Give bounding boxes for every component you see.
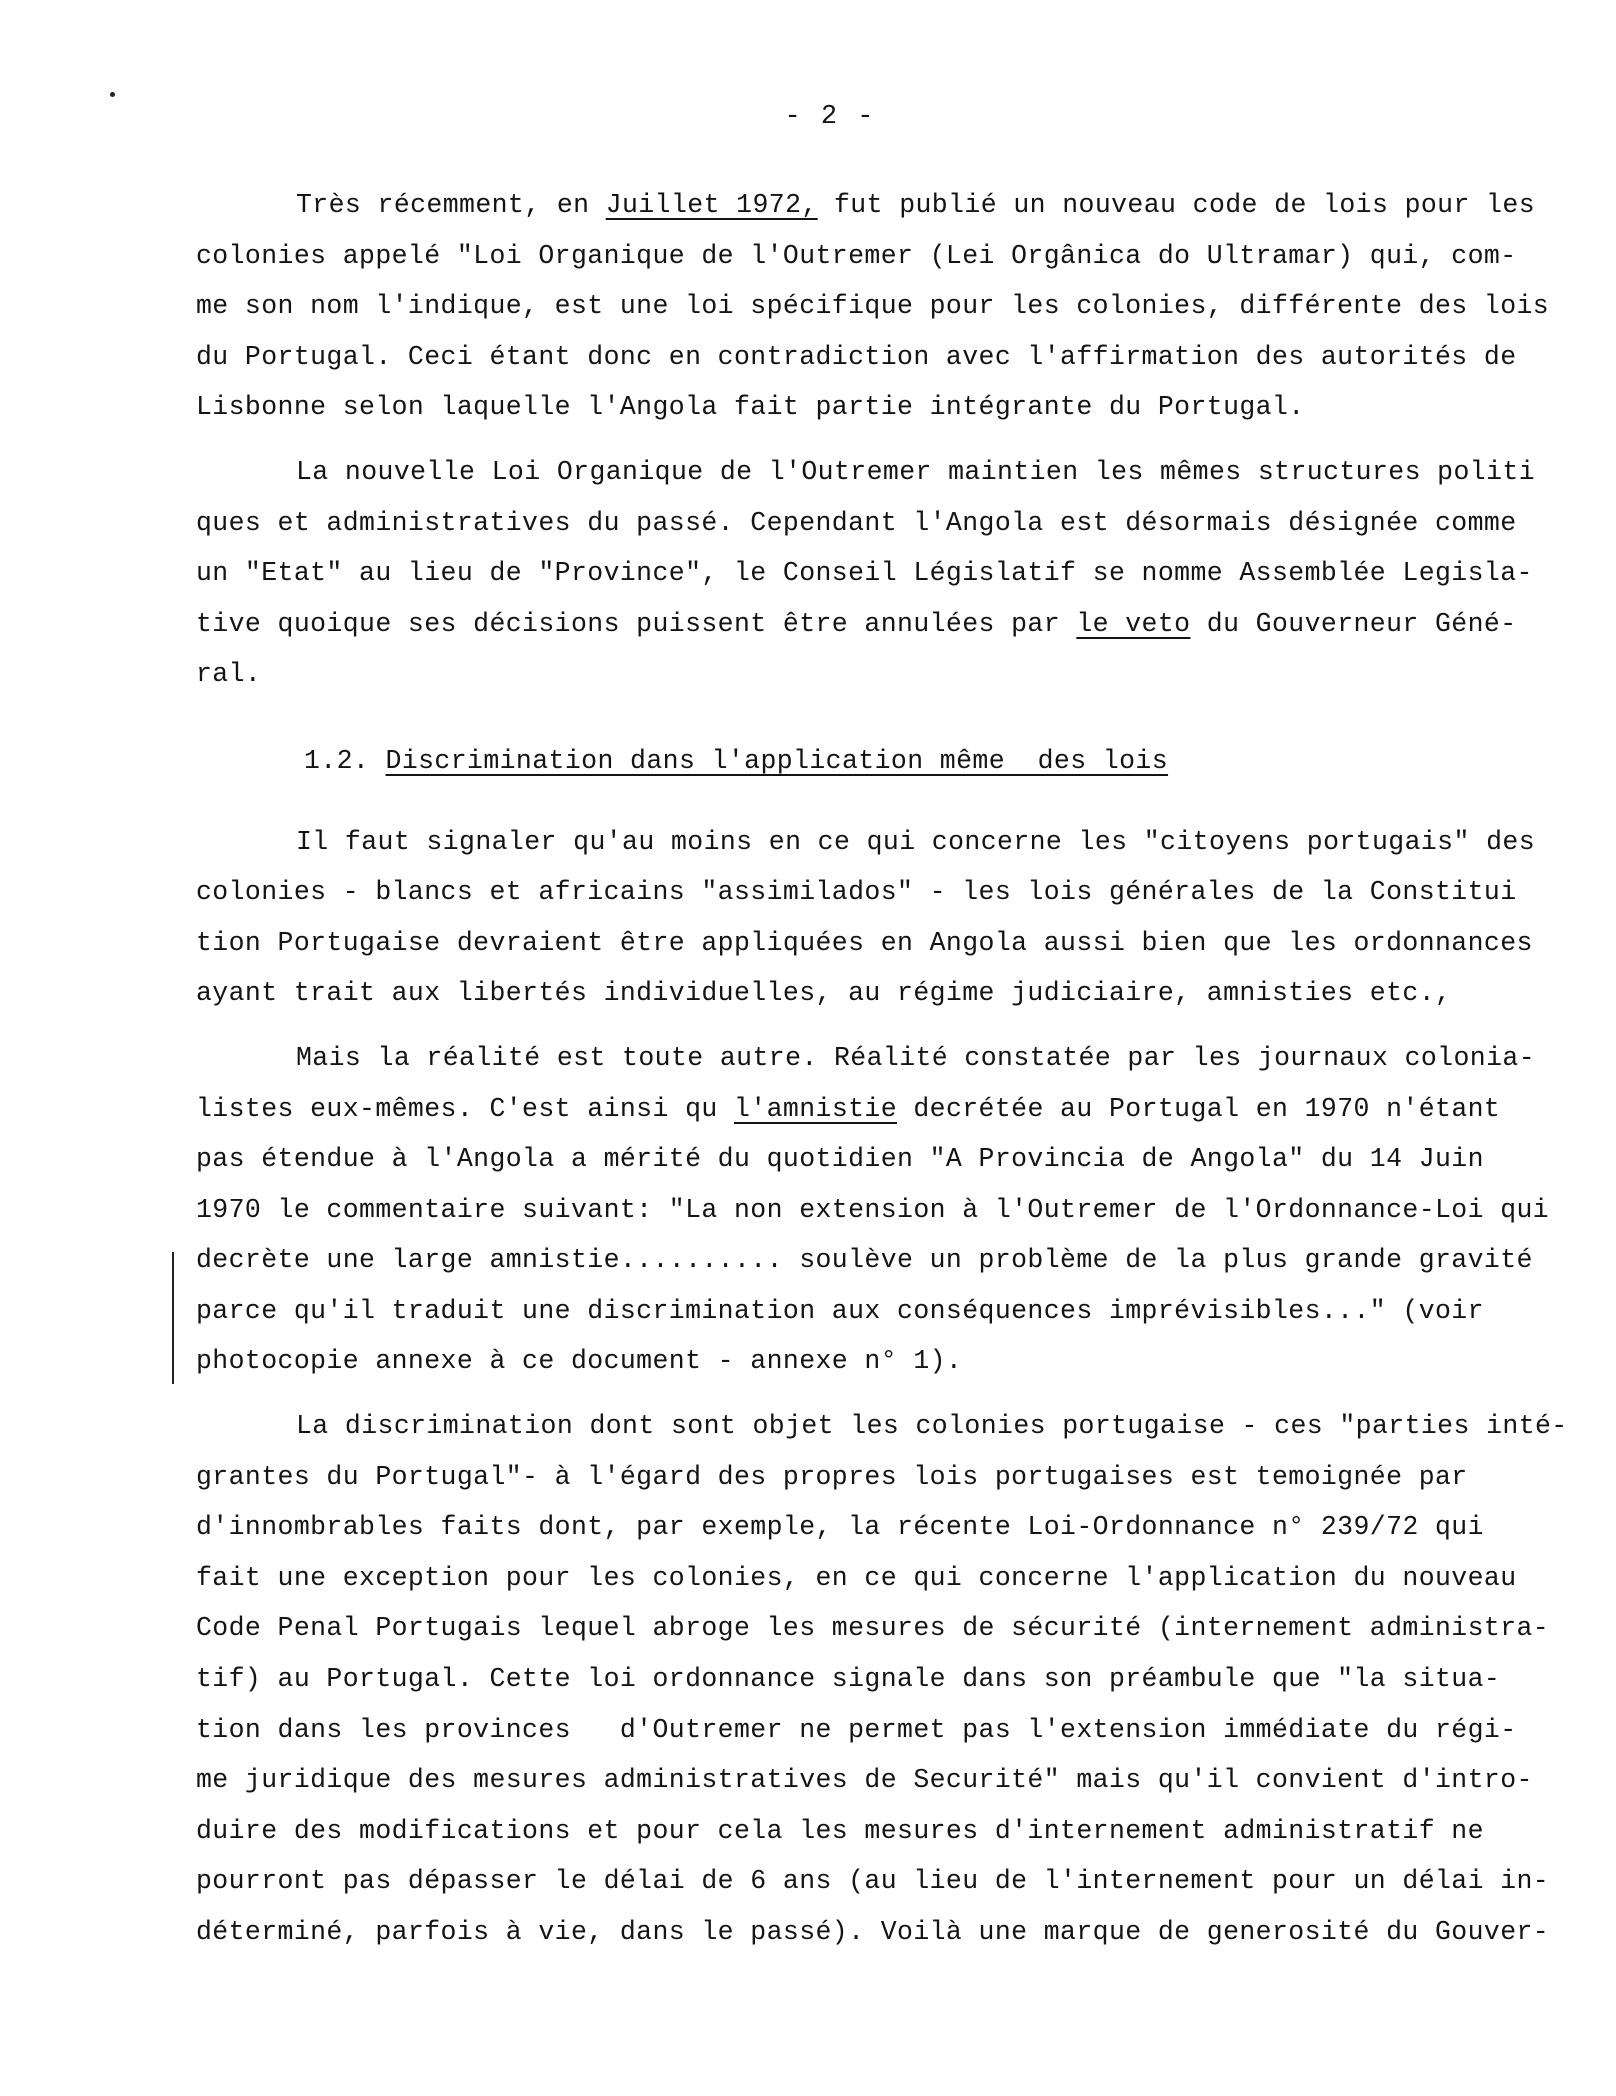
text-line: d'innombrables faits dont, par exemple, la récente Loi-Ordonnance n° 239/72 qui [196, 1512, 1484, 1543]
text-line: Code Penal Portugais lequel abroge les mesures de sécurité (internement administra- [196, 1613, 1550, 1644]
paragraph-citoyens-portugais [196, 817, 1586, 1019]
text-line: duire des modifications et pour cela les mesures d'internement administratif ne [196, 1815, 1484, 1846]
text-line: tion Portugaise devraient être appliquées en Angola aussi bien que les ordonnances [196, 927, 1533, 958]
section-number: 1.2. [304, 745, 386, 776]
text-line: Mais la réalité est toute autre. Réalité constatée par les journaux colonia- [296, 1042, 1535, 1073]
text-line: colonies - blancs et africains "assimilados" - les lois générales de la Constitui [196, 877, 1517, 908]
body-text [196, 180, 1586, 1972]
text-line: tive quoique ses décisions puissent être annulées par le veto du Gouverneur Géné- [196, 608, 1517, 639]
scan-speck [110, 92, 115, 97]
paragraph-nouvelle-loi [196, 447, 1586, 700]
text-line: un "Etat" au lieu de "Province", le Conseil Législatif se nomme Assemblée Legisla- [196, 558, 1533, 589]
text-line: me son nom l'indique, est une loi spécifique pour les colonies, différente des lois [196, 291, 1550, 322]
text-line: tif) au Portugal. Cette loi ordonnance signale dans son préambule que "la situa- [196, 1664, 1501, 1695]
text-line: parce qu'il traduit une discrimination aux conséquences imprévisibles..." (voir [196, 1295, 1484, 1326]
text-line: ayant trait aux libertés individuelles, au régime judiciaire, amnisties etc., [196, 978, 1452, 1009]
section-heading [196, 736, 1586, 787]
text-line: Il faut signaler qu'au moins en ce qui concerne les "citoyens portugais" des [296, 826, 1535, 857]
text-line: listes eux-mêmes. C'est ainsi qu l'amnistie decrétée au Portugal en 1970 n'étant [196, 1093, 1501, 1124]
text-line: 1970 le commentaire suivant: "La non extension à l'Outremer de l'Ordonnance-Loi qui [196, 1194, 1550, 1225]
text-line: grantes du Portugal"- à l'égard des propres lois portugaises est temoignée par [196, 1461, 1468, 1492]
underlined-date: Juillet 1972, [605, 190, 818, 220]
text-line: me juridique des mesures administratives de Securité" mais qu'il convient d'intro- [196, 1765, 1533, 1796]
text-line: Lisbonne selon laquelle l'Angola fait partie intégrante du Portugal. [196, 392, 1305, 423]
section-title: Discrimination dans l'application même des lois [385, 745, 1169, 776]
text-line: decrète une large amnistie.......... soulève un problème de la plus grande gravité [196, 1245, 1533, 1276]
text-line: La discrimination dont sont objet les colonies portugaise - ces "parties inté- [296, 1411, 1568, 1442]
text-line: La nouvelle Loi Organique de l'Outremer maintien les mêmes structures politi [296, 456, 1535, 487]
page-number: - 2 - [784, 102, 876, 132]
text-line: du Portugal. Ceci étant donc en contradiction avec l'affirmation des autorités de [196, 341, 1517, 372]
margin-bracket-mark [172, 1252, 182, 1384]
text-line: tion dans les provinces d'Outremer ne permet pas l'extension immédiate du régi- [196, 1714, 1517, 1745]
text-line: photocopie annexe à ce document - annexe n° 1). [196, 1346, 963, 1377]
underlined-amnistie: l'amnistie [734, 1093, 898, 1124]
text-line: pas étendue à l'Angola a mérité du quotidien "A Provincia de Angola" du 14 Juin [196, 1144, 1484, 1175]
text-line: pourront pas dépasser le délai de 6 ans (au lieu de l'internement pour un délai in- [196, 1866, 1550, 1897]
text-line: colonies appelé "Loi Organique de l'Outremer (Lei Orgânica do Ultramar) qui, com- [196, 240, 1517, 271]
paragraph-discrimination-colonies [196, 1401, 1586, 1958]
text-line: Très récemment, en Juillet 1972, fut publié un nouveau code de lois pour les [296, 190, 1536, 220]
paragraph-amnistie [196, 1033, 1586, 1387]
text-line: déterminé, parfois à vie, dans le passé). Voilà une marque de generosité du Gouver- [196, 1917, 1550, 1947]
underlined-veto: le veto [1076, 608, 1191, 639]
text-line: ral. [196, 659, 262, 690]
text-line: ques et administratives du passé. Cependant l'Angola est désormais désignée comme [196, 507, 1517, 538]
text-line: fait une exception pour les colonies, en ce qui concerne l'application du nouveau [196, 1562, 1517, 1593]
paragraph-loi-organique-intro [196, 180, 1586, 433]
